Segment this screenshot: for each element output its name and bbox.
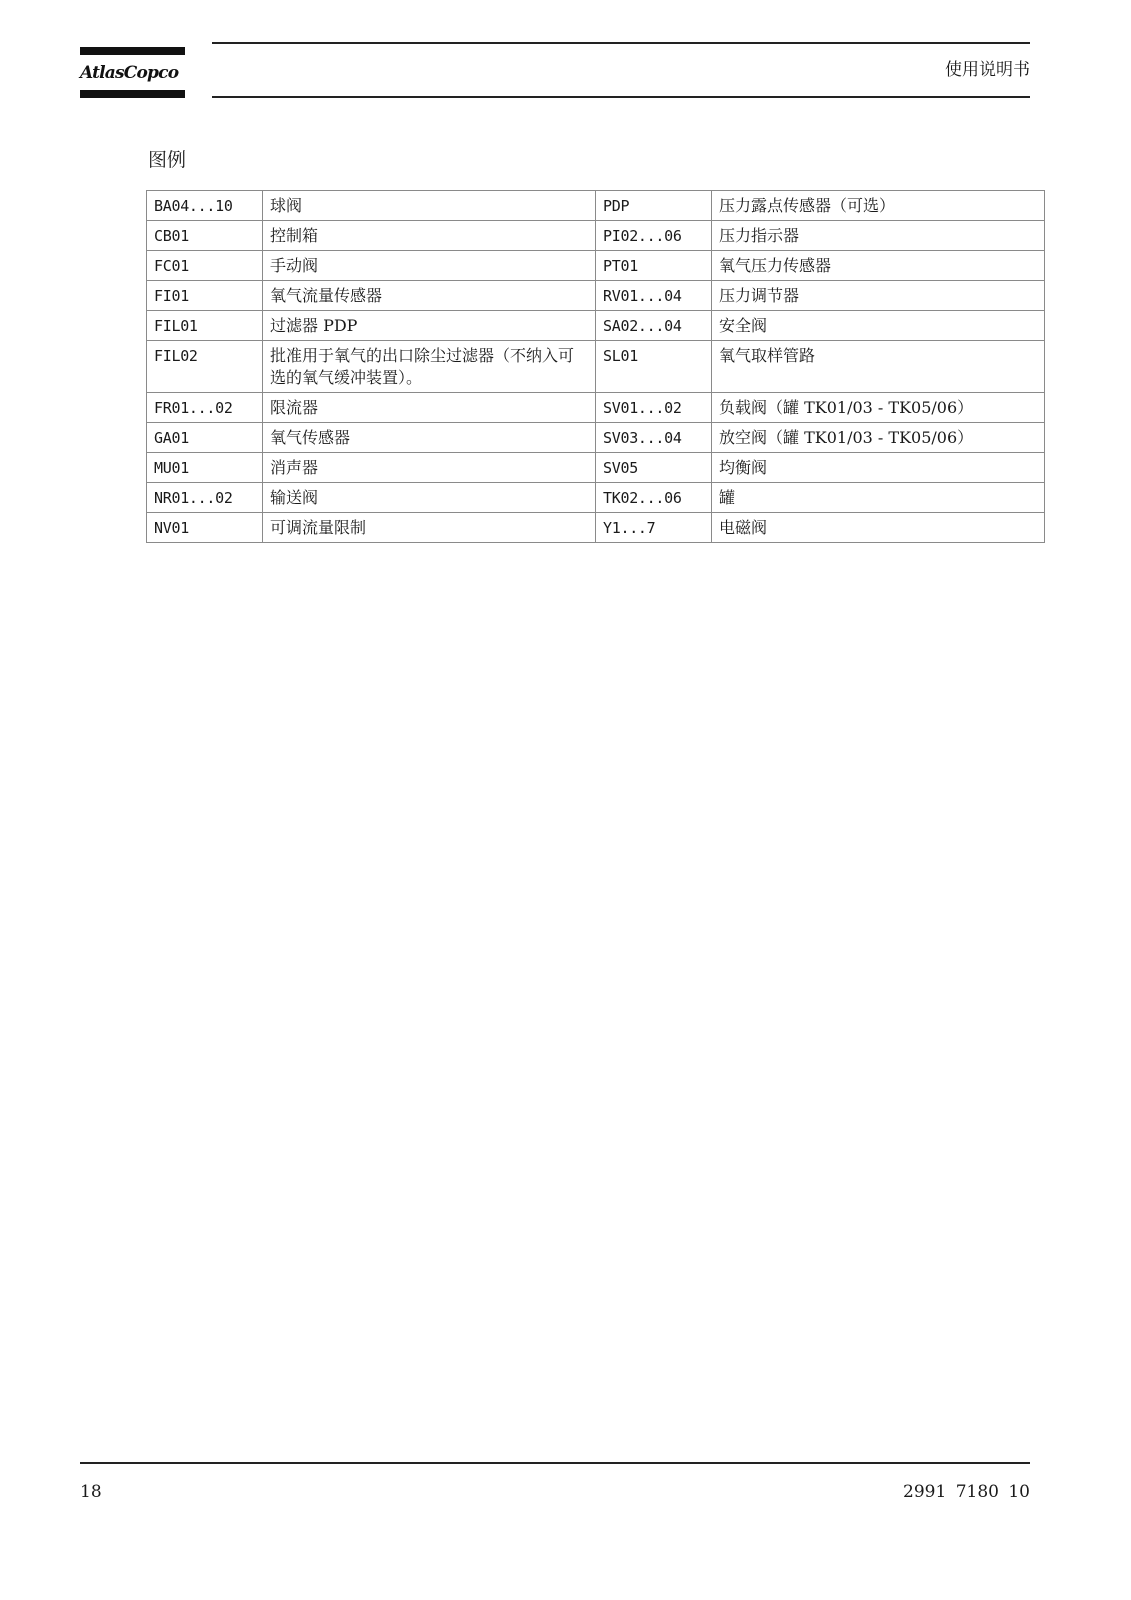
legend-description: 压力露点传感器（可选）: [712, 191, 1045, 221]
table-row: [147, 251, 1045, 281]
legend-description: 氧气流量传感器: [263, 281, 596, 311]
table-row: [147, 453, 1045, 483]
footer-rule: [80, 1462, 1030, 1464]
legend-description: 放空阀（罐 TK01/03 - TK05/06）: [712, 423, 1045, 453]
legend-code: GA01: [147, 423, 263, 453]
legend-code: PT01: [596, 251, 712, 281]
atlas-copco-logo: [80, 47, 185, 99]
legend-code: SV01...02: [596, 393, 712, 423]
legend-code: CB01: [147, 221, 263, 251]
legend-code: Y1...7: [596, 513, 712, 543]
legend-code: NR01...02: [147, 483, 263, 513]
legend-description: 批准用于氧气的出口除尘过滤器（不纳入可选的氧气缓冲装置）。: [263, 341, 596, 393]
table-row: [147, 281, 1045, 311]
page-number: 18: [80, 1482, 102, 1502]
legend-code: MU01: [147, 453, 263, 483]
logo-top-bar: [80, 47, 185, 55]
header-top-rule: [212, 42, 1030, 44]
table-row: [147, 191, 1045, 221]
legend-code: NV01: [147, 513, 263, 543]
logo-bottom-bar: [80, 90, 185, 98]
legend-description: 限流器: [263, 393, 596, 423]
legend-description: 氧气传感器: [263, 423, 596, 453]
table-row: [147, 221, 1045, 251]
legend-description: 输送阀: [263, 483, 596, 513]
legend-code: SL01: [596, 341, 712, 393]
legend-code: SA02...04: [596, 311, 712, 341]
header-bottom-rule: [212, 96, 1030, 98]
legend-code: FR01...02: [147, 393, 263, 423]
table-row: [147, 423, 1045, 453]
legend-code: FIL02: [147, 341, 263, 393]
legend-code: TK02...06: [596, 483, 712, 513]
legend-code: FC01: [147, 251, 263, 281]
legend-description: 负载阀（罐 TK01/03 - TK05/06）: [712, 393, 1045, 423]
table-row: [147, 513, 1045, 543]
legend-description: 安全阀: [712, 311, 1045, 341]
table-row: [147, 311, 1045, 341]
legend-description: 均衡阀: [712, 453, 1045, 483]
legend-code: PI02...06: [596, 221, 712, 251]
document-type: 使用说明书: [945, 60, 1030, 80]
legend-description: 氧气压力传感器: [712, 251, 1045, 281]
table-row: [147, 393, 1045, 423]
legend-description: 压力调节器: [712, 281, 1045, 311]
legend-description: 可调流量限制: [263, 513, 596, 543]
table-row: [147, 483, 1045, 513]
legend-description: 过滤器 PDP: [263, 311, 596, 341]
legend-description: 氧气取样管路: [712, 341, 1045, 393]
legend-description: 罐: [712, 483, 1045, 513]
document-number: 2991 7180 10: [903, 1482, 1030, 1502]
legend-table: [146, 190, 1045, 543]
section-title: 图例: [148, 149, 187, 171]
legend-code: FIL01: [147, 311, 263, 341]
legend-code: PDP: [596, 191, 712, 221]
legend-description: 控制箱: [263, 221, 596, 251]
legend-code: SV05: [596, 453, 712, 483]
legend-code: SV03...04: [596, 423, 712, 453]
legend-code: FI01: [147, 281, 263, 311]
logo-wordmark: AtlasCopco: [80, 63, 179, 83]
legend-description: 消声器: [263, 453, 596, 483]
legend-code: BA04...10: [147, 191, 263, 221]
legend-code: RV01...04: [596, 281, 712, 311]
legend-description: 压力指示器: [712, 221, 1045, 251]
legend-description: 手动阀: [263, 251, 596, 281]
legend-description: 球阀: [263, 191, 596, 221]
legend-description: 电磁阀: [712, 513, 1045, 543]
table-row: [147, 341, 1045, 393]
